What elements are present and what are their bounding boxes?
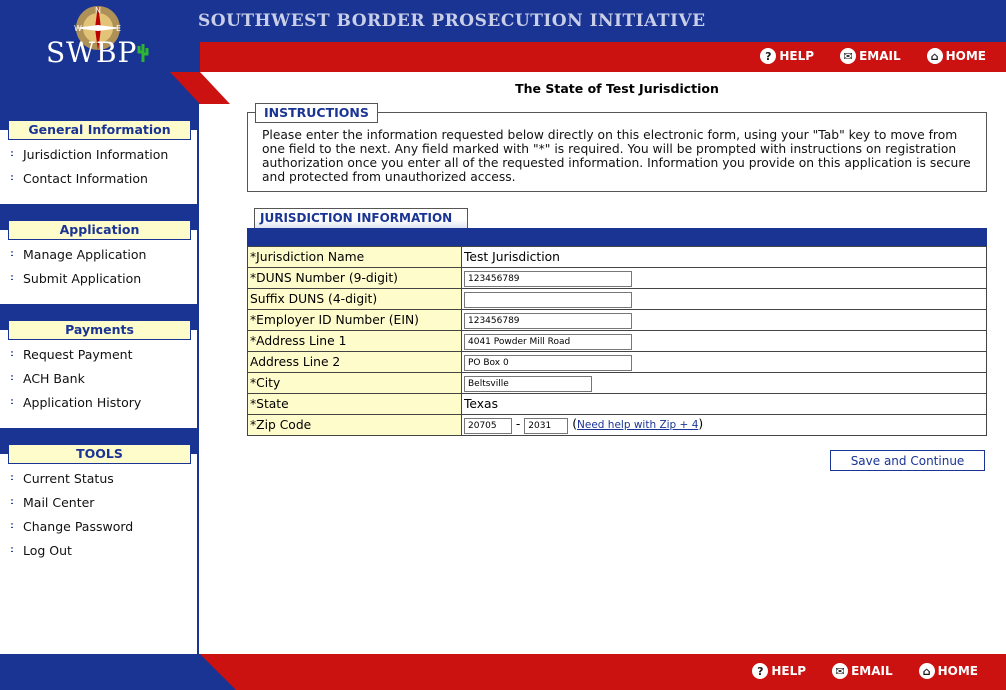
field-label: Suffix DUNS (4-digit) xyxy=(248,289,462,310)
sidebar-item-jurisdiction-information[interactable]: :: Jurisdiction Information xyxy=(10,146,169,162)
bullet-icon: :: xyxy=(10,173,13,183)
header-diagonal-blue xyxy=(0,72,200,104)
question-icon: ? xyxy=(760,48,776,64)
footer-home-link[interactable] xyxy=(919,663,978,679)
email-icon: ✉ xyxy=(832,663,848,679)
sidebar xyxy=(0,104,199,654)
home-link-label: HOME xyxy=(945,49,986,63)
header-links xyxy=(760,48,986,64)
help-link[interactable] xyxy=(760,48,814,64)
home-icon: ⌂ xyxy=(927,48,943,64)
field-label: *City xyxy=(248,373,462,394)
sidebar-section-title: TOOLS xyxy=(8,444,191,464)
jurisdiction-section-label: JURISDICTION INFORMATION xyxy=(254,208,468,240)
footer-email-label: EMAIL xyxy=(851,664,893,678)
footer-blue-bar xyxy=(0,654,240,690)
suffix-duns-input[interactable] xyxy=(464,292,632,308)
zip-dash: - xyxy=(515,416,521,431)
field-label: *Zip Code xyxy=(248,415,462,436)
field-label: *Address Line 1 xyxy=(248,331,462,352)
help-link-label: HELP xyxy=(779,49,815,63)
footer-home-label: HOME xyxy=(937,664,978,678)
sidebar-item-log-out[interactable]: :: Log Out xyxy=(10,542,72,558)
jurisdiction-name-value: Test Jurisdiction xyxy=(462,247,987,268)
sidebar-section-payments xyxy=(0,304,197,414)
duns-number-input[interactable] xyxy=(464,271,632,287)
zip4-input[interactable] xyxy=(524,418,568,434)
sidebar-item-application-history[interactable]: :: Application History xyxy=(10,394,142,410)
jurisdiction-form-table xyxy=(247,246,987,436)
home-link[interactable] xyxy=(927,48,986,64)
table-row xyxy=(248,268,987,289)
compass-e-label: E xyxy=(116,24,122,33)
sidebar-item-current-status[interactable]: :: Current Status xyxy=(10,470,114,486)
footer-help-link[interactable] xyxy=(752,663,806,679)
zip-help-link[interactable]: Need help with Zip + 4 xyxy=(577,418,699,431)
table-row xyxy=(248,331,987,352)
sidebar-item-ach-bank[interactable]: :: ACH Bank xyxy=(10,370,85,386)
bullet-icon: :: xyxy=(10,273,13,283)
zip5-input[interactable] xyxy=(464,418,512,434)
sidebar-section-general xyxy=(0,104,197,190)
jurisdiction-header-bar xyxy=(247,228,987,246)
table-row xyxy=(248,415,987,436)
table-row xyxy=(248,352,987,373)
sidebar-item-request-payment[interactable]: :: Request Payment xyxy=(10,346,133,362)
table-row xyxy=(248,373,987,394)
footer-email-link[interactable] xyxy=(832,663,893,679)
sidebar-section-title: General Information xyxy=(8,120,191,140)
address-line-2-input[interactable] xyxy=(464,355,632,371)
footer-help-label: HELP xyxy=(771,664,807,678)
table-row xyxy=(248,247,987,268)
question-icon: ? xyxy=(752,663,768,679)
city-input[interactable] xyxy=(464,376,592,392)
state-value: Texas xyxy=(462,394,987,415)
bullet-icon: :: xyxy=(10,249,13,259)
table-row xyxy=(248,394,987,415)
email-link-label: EMAIL xyxy=(859,49,901,63)
footer-links xyxy=(752,663,978,679)
bullet-icon: :: xyxy=(10,149,13,159)
field-label: *State xyxy=(248,394,462,415)
bullet-icon: :: xyxy=(10,473,13,483)
sidebar-item-submit-application[interactable]: :: Submit Application xyxy=(10,270,142,286)
sidebar-item-mail-center[interactable]: :: Mail Center xyxy=(10,494,95,510)
sidebar-item-manage-application[interactable]: :: Manage Application xyxy=(10,246,147,262)
zip-paren-open: ( xyxy=(572,416,578,431)
sidebar-section-title: Payments xyxy=(8,320,191,340)
logo-text: SWBP xyxy=(46,36,138,69)
bullet-icon: :: xyxy=(10,397,13,407)
save-and-continue-button[interactable]: Save and Continue xyxy=(830,450,985,471)
table-row xyxy=(248,289,987,310)
field-label: *Employer ID Number (EIN) xyxy=(248,310,462,331)
field-label: Address Line 2 xyxy=(248,352,462,373)
bullet-icon: :: xyxy=(10,545,13,555)
sidebar-section-application xyxy=(0,204,197,290)
sidebar-item-change-password[interactable]: :: Change Password xyxy=(10,518,134,534)
ein-input[interactable] xyxy=(464,313,632,329)
instructions-text: Please enter the information requested below directly on this electronic form, using your "Tab" key to move from one field to the next. Any field marked with "*" is required. You will be prompted with instructions on registration authorization once you enter all of the requested information. Information you provide on this application is secure and protected from unauthorized access. xyxy=(262,128,971,184)
sidebar-section-title: Application xyxy=(8,220,191,240)
site-title: SOUTHWEST BORDER PROSECUTION INITIATIVE xyxy=(198,11,706,31)
compass-w-label: W xyxy=(74,24,82,33)
table-row xyxy=(248,310,987,331)
email-link[interactable] xyxy=(840,48,901,64)
page-title: The State of Test Jurisdiction xyxy=(515,81,719,96)
address-line-1-input[interactable] xyxy=(464,334,632,350)
sidebar-item-contact-information[interactable]: :: Contact Information xyxy=(10,170,148,186)
bullet-icon: :: xyxy=(10,373,13,383)
bullet-icon: :: xyxy=(10,349,13,359)
email-icon: ✉ xyxy=(840,48,856,64)
instructions-label: INSTRUCTIONS xyxy=(255,103,378,123)
bullet-icon: :: xyxy=(10,521,13,531)
home-icon: ⌂ xyxy=(919,663,935,679)
field-label: *DUNS Number (9-digit) xyxy=(248,268,462,289)
field-label: *Jurisdiction Name xyxy=(248,247,462,268)
compass-n-label: N xyxy=(95,6,101,15)
zip-paren-close: ) xyxy=(698,416,704,431)
bullet-icon: :: xyxy=(10,497,13,507)
sidebar-section-tools xyxy=(0,428,197,562)
